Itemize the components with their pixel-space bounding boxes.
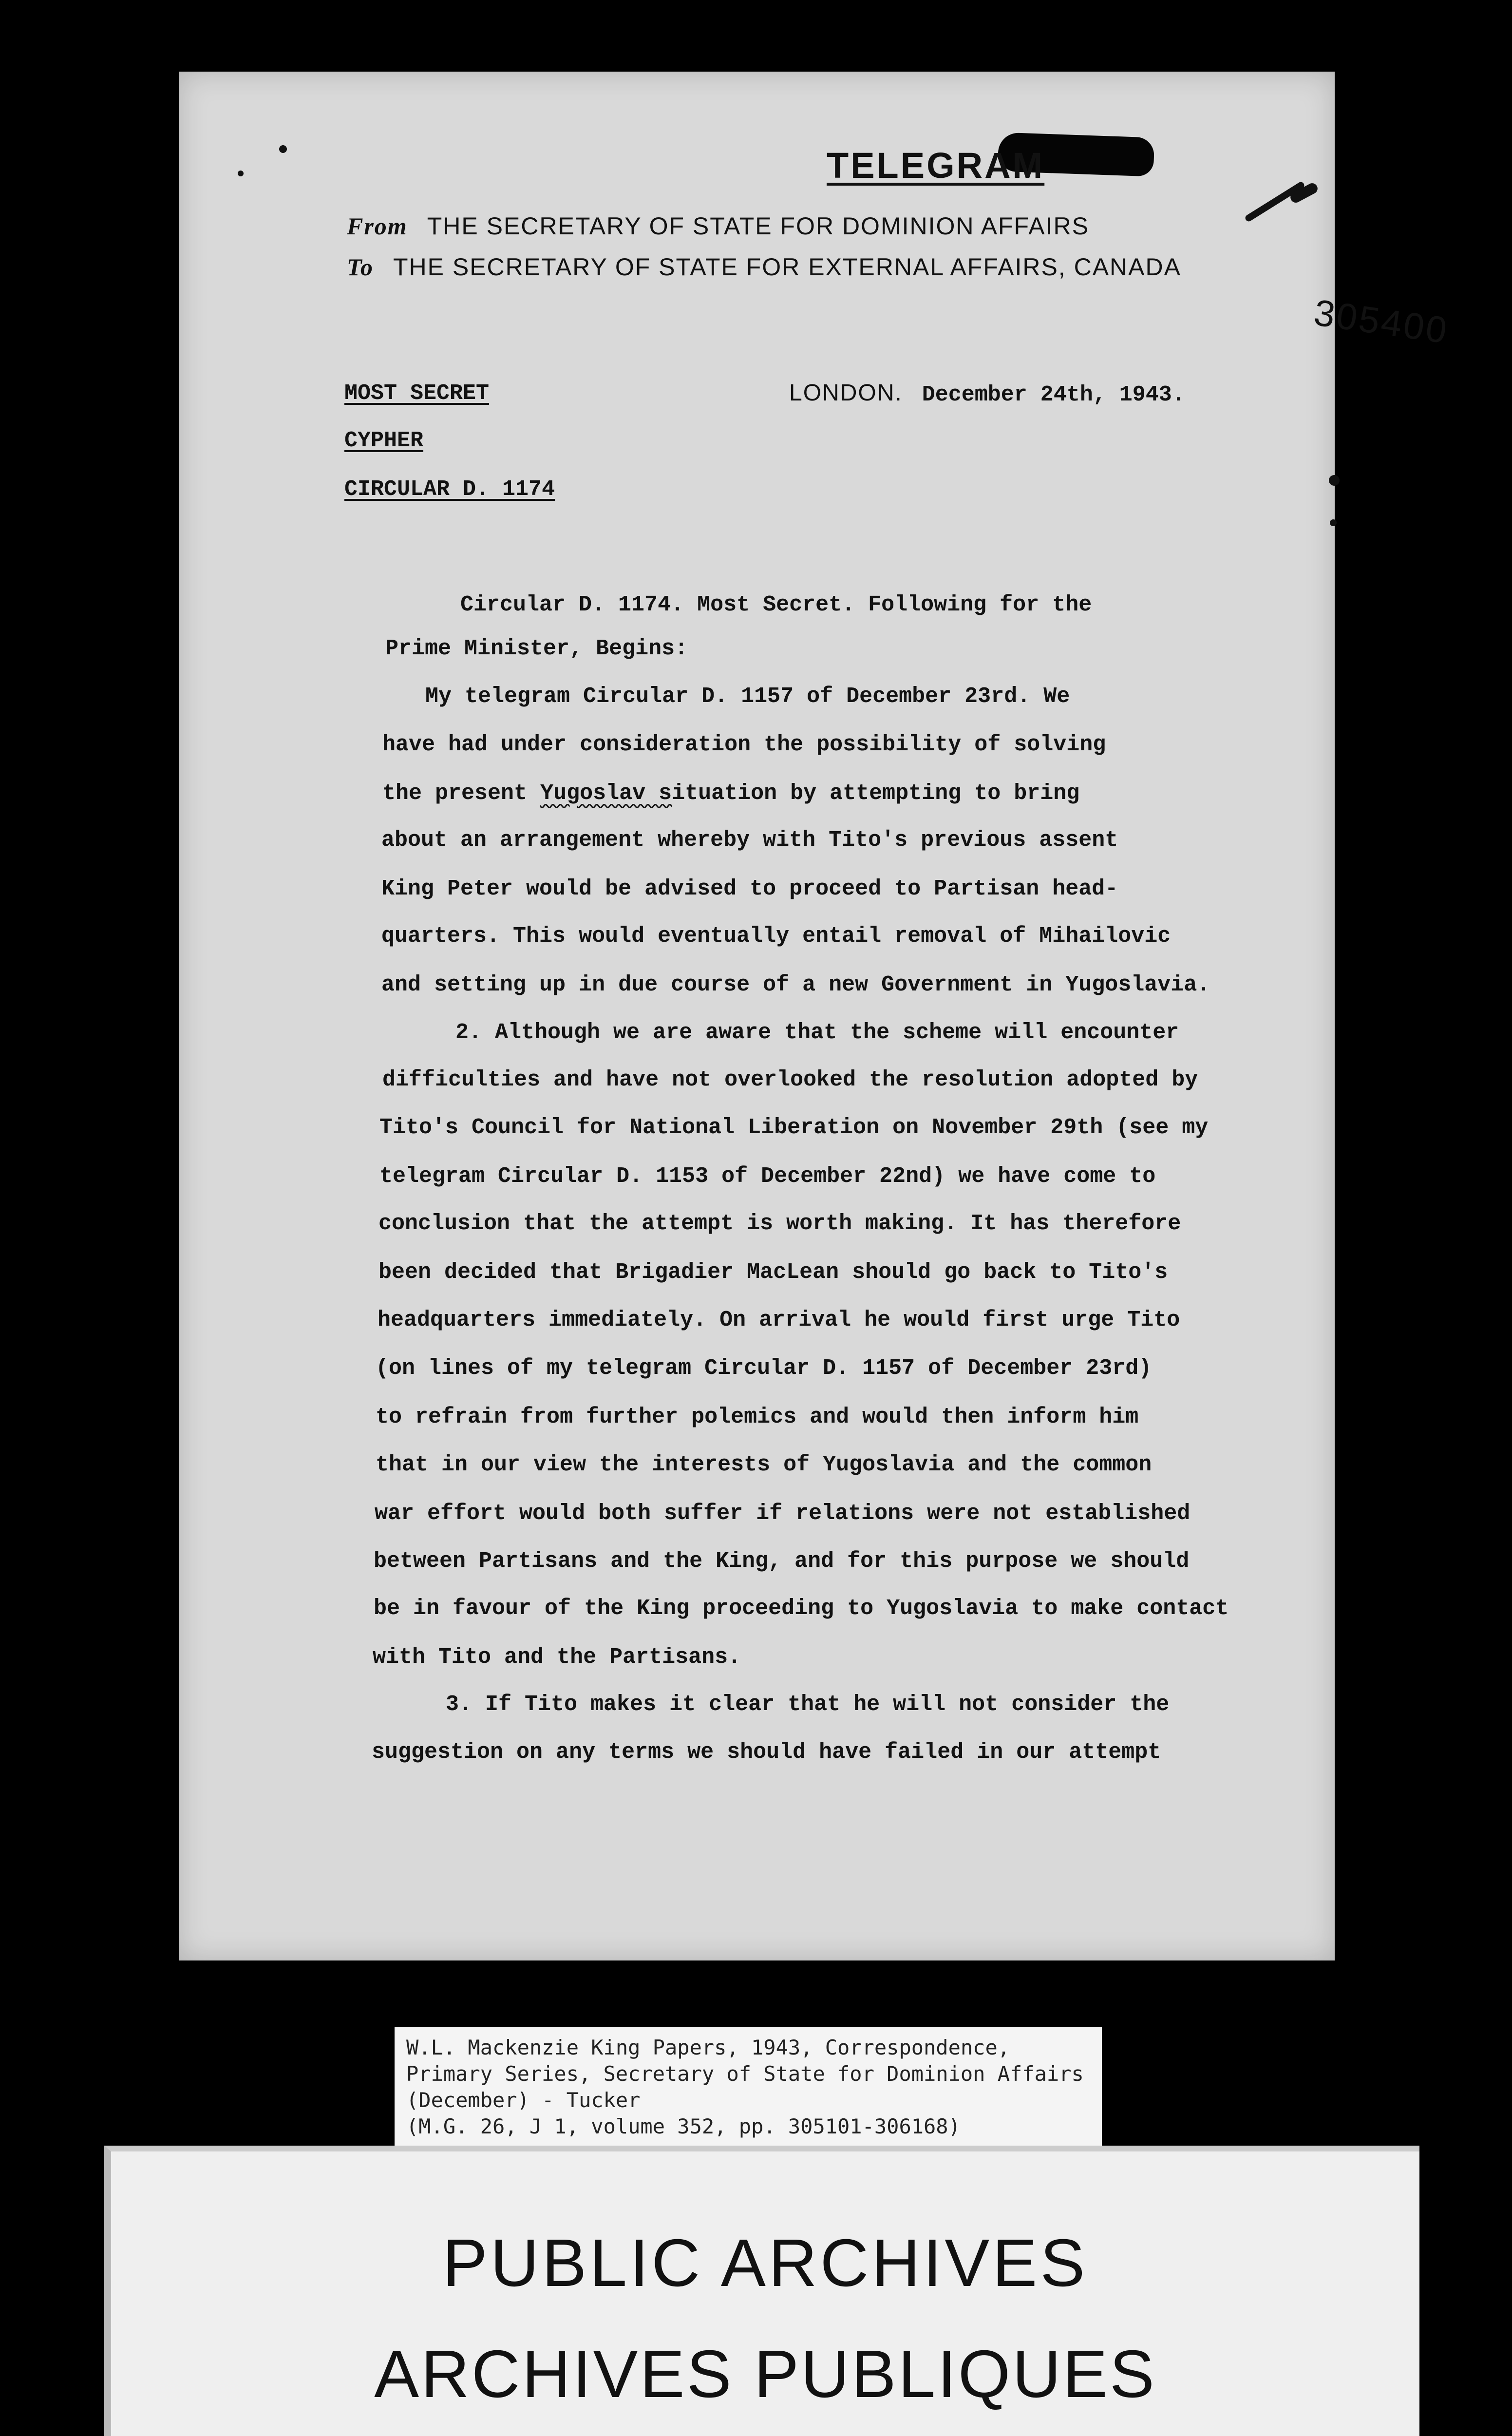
body-line: 3. If Tito makes it clear that he will not consider the [446, 1692, 1170, 1717]
telegram-sheet [179, 72, 1452, 1960]
underlined-yugoslav: Yugoslav s [540, 781, 672, 806]
body-line: difficulties and have not overlooked the resolution adopted by [382, 1067, 1198, 1092]
citation-line: (December) - Tucker [406, 2088, 641, 2112]
to-line [347, 253, 1181, 281]
body-line: suggestion on any terms we should have failed in our attempt [372, 1740, 1161, 1765]
body-line: My telegram Circular D. 1157 of December 23rd. We [425, 684, 1070, 709]
body-line: Circular D. 1174. Most Secret. Following for the [460, 592, 1092, 617]
reference-number: 305400 [1311, 292, 1452, 352]
citation-line: W.L. Mackenzie King Papers, 1943, Correspondence, [406, 2036, 1010, 2059]
body-line: war effort would both suffer if relations were not established [375, 1501, 1191, 1526]
body-line: King Peter would be advised to proceed to Partisan head- [381, 876, 1118, 901]
body-line: (on lines of my telegram Circular D. 1157 of December 23rd) [376, 1356, 1152, 1381]
body-line: 2. Although we are aware that the scheme will encounter [455, 1020, 1179, 1045]
citation-line: Primary Series, Secretary of State for Dominion Affairs [406, 2062, 1084, 2086]
place-date [789, 380, 1185, 407]
telegram-title: TELEGRAM [827, 145, 1045, 186]
body-line: to refrain from further polemics and would then inform him [376, 1405, 1139, 1429]
to-label: To [347, 253, 374, 281]
body-line: telegram Circular D. 1153 of December 22nd) we have come to [379, 1164, 1156, 1189]
archives-english: PUBLIC ARCHIVES [442, 2226, 1088, 2301]
body-line: with Tito and the Partisans. [373, 1645, 741, 1670]
from-label: From [347, 212, 408, 240]
source-citation-slip [395, 2027, 1102, 2153]
stray-mark [279, 145, 287, 153]
body-line: have had under consideration the possibility of solving [382, 732, 1106, 757]
archives-label-panel [104, 2146, 1419, 2436]
body-line: Tito's Council for National Liberation on November 29th (see my [379, 1115, 1209, 1140]
classification-cypher: CYPHER [344, 428, 424, 453]
body-line: conclusion that the attempt is worth making. It has therefore [378, 1211, 1181, 1236]
body-line [382, 779, 1079, 808]
from-text: THE SECRETARY OF STATE FOR DOMINION AFFAIRS [427, 212, 1089, 240]
body-line: be in favour of the King proceeding to Yugoslavia to make contact [374, 1596, 1229, 1621]
body-line: that in our view the interests of Yugoslavia and the common [376, 1452, 1152, 1477]
stray-mark [1329, 475, 1340, 486]
place: LONDON. [789, 380, 903, 406]
to-text: THE SECRETARY OF STATE FOR EXTERNAL AFFAIRS, CANADA [393, 253, 1181, 281]
body-line: been decided that Brigadier MacLean should go back to Tito's [378, 1260, 1168, 1285]
citation-line: (M.G. 26, J 1, volume 352, pp. 305101-306168) [406, 2114, 961, 2138]
archives-french: ARCHIVES PUBLIQUES [374, 2337, 1156, 2412]
body-line: and setting up in due course of a new Government in Yugoslavia. [381, 972, 1210, 997]
body-text: the present [382, 781, 541, 806]
stray-mark [238, 171, 244, 176]
classification-circular: CIRCULAR D. 1174 [344, 477, 555, 502]
body-text: ituation by attempting to bring [672, 781, 1080, 806]
stray-mark [1330, 519, 1337, 526]
date: December 24th, 1943. [922, 382, 1185, 407]
body-line: Prime Minister, Begins: [385, 636, 688, 661]
body-line: quarters. This would eventually entail removal of Mihailovic [381, 924, 1171, 949]
classification-most-secret: MOST SECRET [344, 381, 490, 406]
from-line [347, 212, 1089, 240]
body-line: between Partisans and the King, and for this purpose we should [374, 1549, 1190, 1574]
body-line: about an arrangement whereby with Tito's previous assent [381, 828, 1118, 853]
body-line: headquarters immediately. On arrival he would first urge Tito [378, 1308, 1180, 1332]
